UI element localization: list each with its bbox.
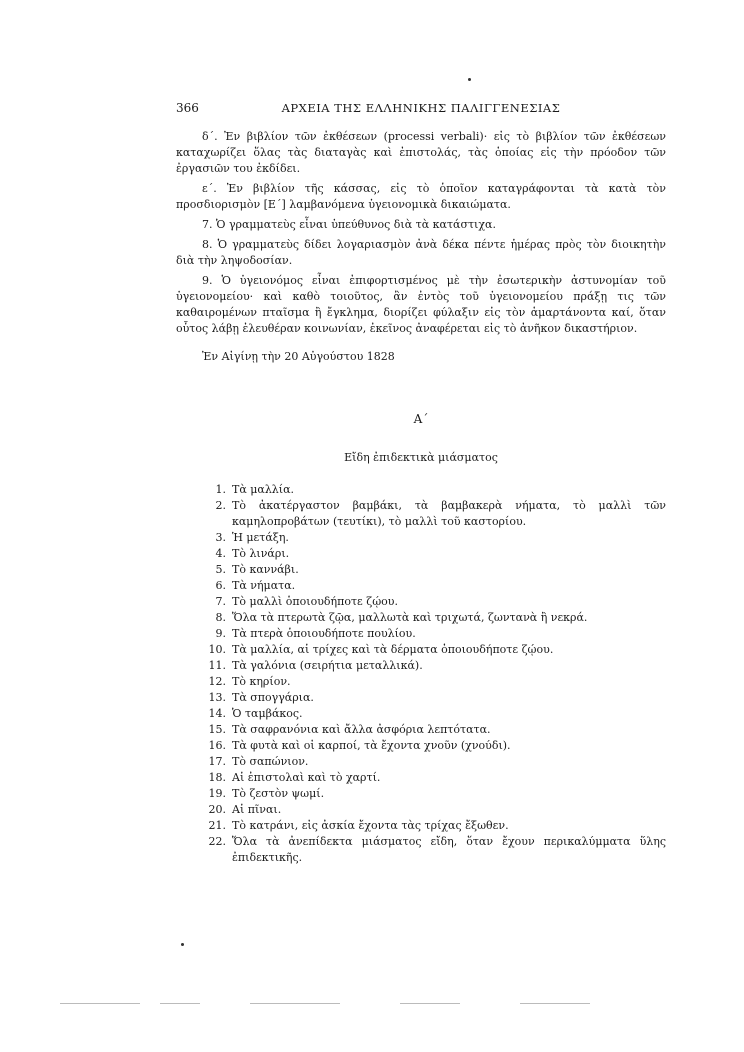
paragraph-9: 9. Ὁ ὑγειονόμος εἶναι ἐπιφορτισμένος μὲ τὴν ἐσωτερικὴν ἀστυνομίαν τοῦ ὑγειονομείου· καὶ καθὸ τοιοῦτος, ἂν ἐντὸς τοῦ ὑγειονομείου πράξῃ τις τῶν καθαιρομένων πταῖσμα ἢ ἔγκλημα, διορίζει φύλαξιν εἰς τὸν ἁμαρτάνοντα καί, ὅταν οὗτος λάβῃ ἐλευθέραν κοινωνίαν, ἐκεῖνος ἀναφέρεται εἰς τὸ ἀνῆκον δικαστήριον. <box>176 274 666 335</box>
list-item-number: 13. <box>208 691 226 704</box>
list-item-number: 2. <box>215 499 226 512</box>
list-item-text: Τὰ μαλλία. <box>232 483 295 496</box>
scan-edge-line <box>250 1003 340 1004</box>
appendix-item-list <box>176 482 666 866</box>
paragraph-8: 8. Ὁ γραμματεὺς δίδει λογαριασμὸν ἀνὰ δέκα πέντε ἡμέρας πρὸς τὸν διοικητὴν διὰ τὴν ληψοδοσίαν. <box>176 238 666 267</box>
list-item <box>176 706 666 722</box>
list-item <box>176 722 666 738</box>
scan-speck <box>468 78 471 81</box>
list-item-number: 20. <box>208 803 226 816</box>
list-item-text: Τὰ μαλλία, αἱ τρίχες καὶ τὰ δέρματα ὁποιουδήποτε ζῴου. <box>232 643 554 656</box>
list-item <box>176 674 666 690</box>
list-item-number: 5. <box>215 563 226 576</box>
list-item-text: Τὸ σαπώνιον. <box>232 755 309 768</box>
list-item-number: 14. <box>208 707 226 720</box>
list-item-number: 9. <box>215 627 226 640</box>
list-item <box>176 770 666 786</box>
scan-edge-line <box>60 1003 140 1004</box>
list-item-number: 12. <box>208 675 226 688</box>
list-item <box>176 690 666 706</box>
list-item <box>176 498 666 530</box>
list-item-text: Ὅλα τὰ ἀνεπίδεκτα μιάσματος εἴδη, ὅταν ἔχουν περικαλύμματα ὕλης ἐπιδεκτικῆς. <box>232 835 666 864</box>
list-item-text: Τὰ νήματα. <box>232 579 296 592</box>
list-item-text: Τὸ μαλλὶ ὁποιουδήποτε ζῴου. <box>232 595 398 608</box>
list-item-number: 11. <box>208 659 226 672</box>
list-item <box>176 818 666 834</box>
list-item-text: Τὸ ἀκατέργαστον βαμβάκι, τὰ βαμβακερὰ νήματα, τὸ μαλλὶ τῶν καμηλοπροβάτων (τευτίκι), τὸ μαλλὶ τοῦ καστορίου. <box>232 499 666 528</box>
scan-edge-line <box>520 1003 590 1004</box>
list-item-text: Τὰ γαλόνια (σειρήτια μεταλλικά). <box>232 659 423 672</box>
list-item <box>176 658 666 674</box>
paragraph-7: 7. Ὁ γραμματεὺς εἶναι ὑπεύθυνος διὰ τὰ κατάστιχα. <box>202 218 496 231</box>
list-item-text: Τὸ καννάβι. <box>232 563 299 576</box>
list-item-number: 19. <box>208 787 226 800</box>
list-item-text: Τὸ ζεστὸν ψωμί. <box>232 787 325 800</box>
list-item-number: 15. <box>208 723 226 736</box>
list-item-text: Ὅλα τὰ πτερωτὰ ζῷα, μαλλωτὰ καὶ τριχωτά, ζωντανὰ ἢ νεκρά. <box>232 611 588 624</box>
list-item-number: 1. <box>215 483 226 496</box>
list-item-number: 8. <box>215 611 226 624</box>
list-item-text: Τὸ λινάρι. <box>232 547 290 560</box>
list-item <box>176 786 666 802</box>
list-item <box>176 562 666 578</box>
paragraph-epsilon: ε΄. Ἐν βιβλίον τῆς κάσσας, εἰς τὸ ὁποῖον καταγράφονται τὰ κατὰ τὸν προσδιορισμὸν [Ε΄] λαμβανόμενα ὑγειονομικὰ δικαιώματα. <box>176 182 666 211</box>
list-item-number: 7. <box>215 595 226 608</box>
list-item <box>176 834 666 866</box>
list-item-number: 22. <box>208 835 226 848</box>
page-number: 366 <box>176 101 199 115</box>
list-item-number: 6. <box>215 579 226 592</box>
list-item-text: Αἱ πῖναι. <box>232 803 282 816</box>
list-item <box>176 610 666 626</box>
main-text <box>176 129 666 365</box>
appendix-title: Εἴδη ἐπιδεκτικὰ μιάσματος <box>344 451 498 464</box>
list-item-text: Τὸ κατράνι, εἰς ἀσκία ἔχοντα τὰς τρίχας ἔξωθεν. <box>232 819 509 832</box>
list-item-text: Τὸ κηρίον. <box>232 675 291 688</box>
list-item-number: 10. <box>208 643 226 656</box>
list-item-number: 3. <box>215 531 226 544</box>
list-item-text: Τὰ πτερὰ ὁποιουδήποτε πουλίου. <box>232 627 416 640</box>
page-header <box>176 100 666 118</box>
list-item-text: Ὁ ταμβάκος. <box>232 707 303 720</box>
list-item <box>176 642 666 658</box>
list-item <box>176 546 666 562</box>
running-title: ΑΡΧΕΙΑ ΤΗΣ ΕΛΛΗΝΙΚΗΣ ΠΑΛΙΓΓΕΝΕΣΙΑΣ <box>281 101 561 115</box>
list-item-number: 21. <box>208 819 226 832</box>
dateline: Ἐν Αἰγίνῃ τὴν 20 Αὐγούστου 1828 <box>202 350 395 363</box>
list-item-text: Τὰ σαφρανόνια καὶ ἄλλα ἀσφόρια λεπτότατα. <box>232 723 491 736</box>
list-item <box>176 530 666 546</box>
list-item-number: 18. <box>208 771 226 784</box>
list-item <box>176 802 666 818</box>
scan-edge-line <box>160 1003 200 1004</box>
list-item <box>176 578 666 594</box>
list-item-text: Τὰ σπογγάρια. <box>232 691 314 704</box>
paragraph-delta: δ΄. Ἐν βιβλίον τῶν ἐκθέσεων (processi verbali)· εἰς τὸ βιβλίον τῶν ἐκθέσεων καταχωρίζει ὅλας τὰς διαταγὰς καὶ ἐπιστολάς, τὰς ὁποίας εἰς τὴν πρόοδον τῶν ἐργασιῶν του ἐκδίδει. <box>176 130 666 175</box>
list-item-number: 16. <box>208 739 226 752</box>
list-item-text: Τὰ φυτὰ καὶ οἱ καρποί, τὰ ἔχοντα χνοῦν (χνούδι). <box>232 739 511 752</box>
appendix-mark: Α΄ <box>413 412 429 426</box>
list-item <box>176 482 666 498</box>
list-item-text: Αἱ ἐπιστολαὶ καὶ τὸ χαρτί. <box>232 771 381 784</box>
list-item <box>176 594 666 610</box>
scan-speck <box>181 943 184 946</box>
list-item-text: Ἡ μετάξη. <box>232 531 289 544</box>
list-item <box>176 738 666 754</box>
list-item <box>176 626 666 642</box>
list-item-number: 4. <box>215 547 226 560</box>
scan-edge-line <box>400 1003 460 1004</box>
list-item <box>176 754 666 770</box>
list-item-number: 17. <box>208 755 226 768</box>
